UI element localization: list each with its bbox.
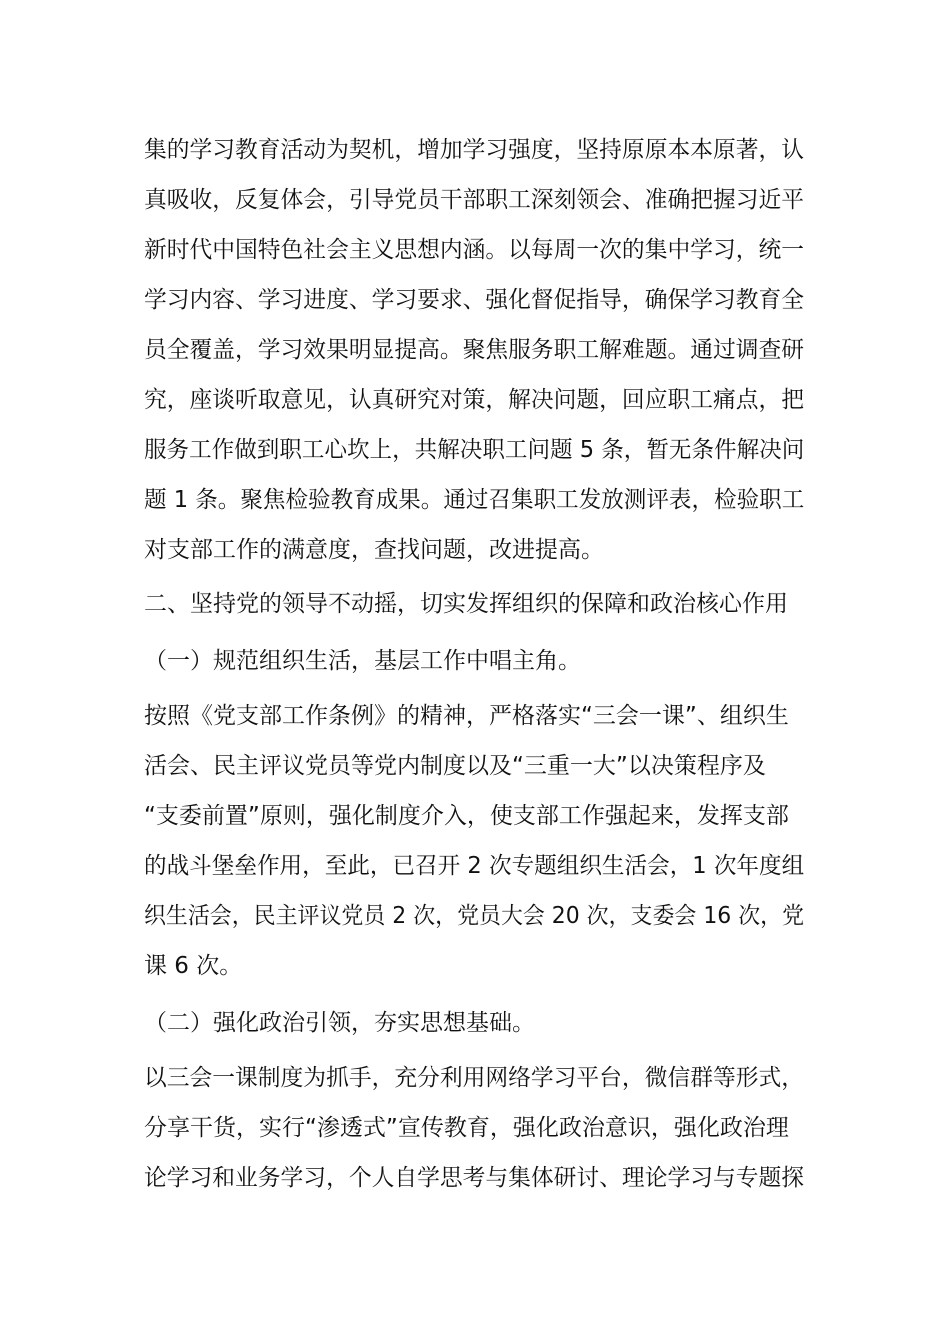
body-line: 员全覆盖，学习效果明显提高。聚焦服务职工解难题。通过调查研 <box>144 337 804 363</box>
subsection-heading: （二）强化政治引领，夯实思想基础。 <box>144 1010 535 1036</box>
body-line: 题 1 条。聚焦检验教育成果。通过召集职工发放测评表，检验职工 <box>144 487 805 513</box>
body-line: 论学习和业务学习，个人自学思考与集体研讨、理论学习与专题探 <box>144 1165 804 1191</box>
body-line: 真吸收，反复体会，引导党员干部职工深刻领会、准确把握习近平 <box>144 187 804 213</box>
section-heading: 二、坚持党的领导不动摇，切实发挥组织的保障和政治核心作用 <box>144 591 788 617</box>
body-line: 究，座谈听取意见，认真研究对策，解决问题，回应职工痛点，把 <box>144 387 804 413</box>
body-line: 的战斗堡垒作用，至此，已召开 2 次专题组织生活会，1 次年度组 <box>144 853 805 879</box>
body-line: 服务工作做到职工心坎上，共解决职工问题 5 条，暂无条件解决问 <box>144 437 805 463</box>
body-line: 课 6 次。 <box>144 953 243 979</box>
body-line: 活会、民主评议党员等党内制度以及“三重一大”以决策程序及 <box>144 753 766 779</box>
body-line: “支委前置”原则，强化制度介入，使支部工作强起来，发挥支部 <box>144 803 789 829</box>
body-line: 学习内容、学习进度、学习要求、强化督促指导，确保学习教育全 <box>144 287 804 313</box>
body-line: 以三会一课制度为抓手，充分利用网络学习平台，微信群等形式， <box>144 1065 804 1091</box>
body-line: 新时代中国特色社会主义思想内涵。以每周一次的集中学习，统一 <box>144 237 804 263</box>
body-line: 集的学习教育活动为契机，增加学习强度，坚持原原本本原著，认 <box>144 137 804 163</box>
body-line: 织生活会，民主评议党员 2 次，党员大会 20 次，支委会 16 次，党 <box>144 903 805 929</box>
body-line: 分享干货，实行“渗透式”宣传教育，强化政治意识，强化政治理 <box>144 1115 789 1141</box>
body-line: 对支部工作的满意度，查找问题，改进提高。 <box>144 537 604 563</box>
body-line: 按照《党支部工作条例》的精神，严格落实“三会一课”、组织生 <box>144 703 789 729</box>
subsection-heading: （一）规范组织生活，基层工作中唱主角。 <box>144 648 581 674</box>
